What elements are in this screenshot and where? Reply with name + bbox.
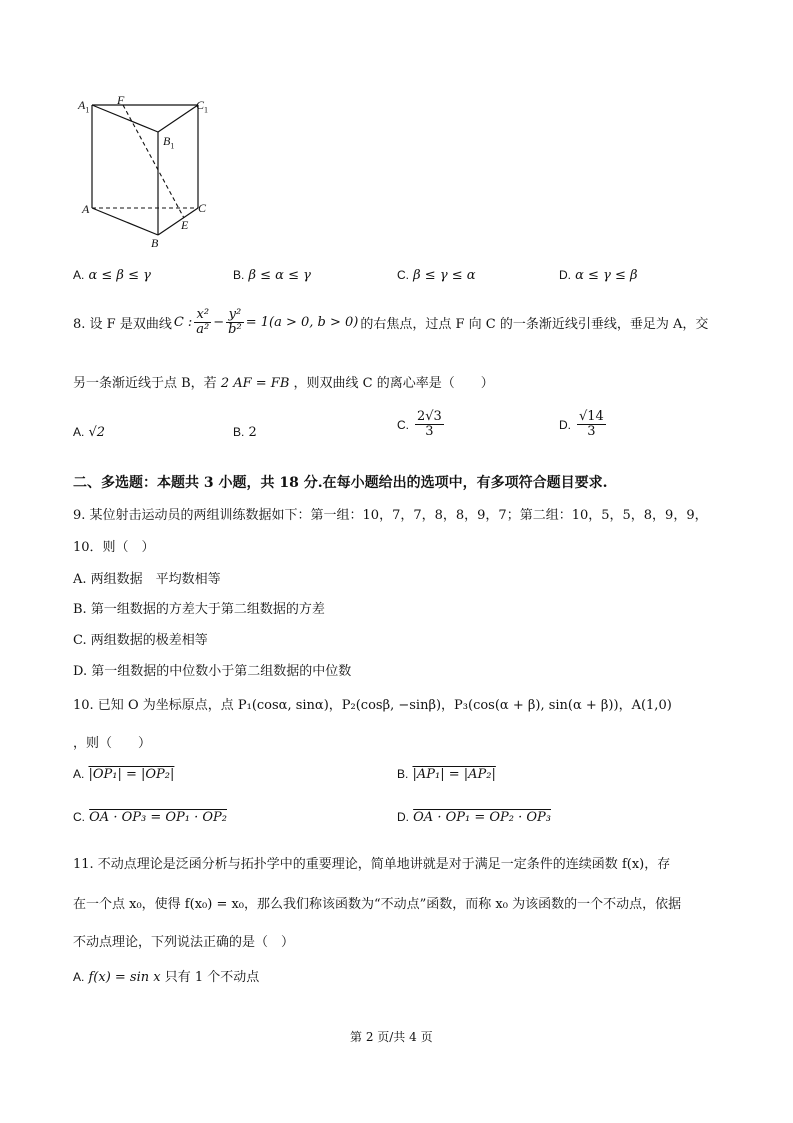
label-C1: $C_1$	[196, 98, 209, 115]
q11-line1: 11. 不动点理论是泛函分析与拓扑学中的重要理论，简单地讲就是对于满足一定条件的连续函数 f(x)，存	[73, 857, 671, 872]
label-E: E	[181, 218, 189, 232]
frac-x2-a2: $\frac{\text{x²}}{\text{a²}}$	[196, 307, 210, 338]
q7-option-d: D. α ≤ γ ≤ β	[559, 268, 638, 283]
q7-option-a: A. α ≤ β ≤ γ	[73, 268, 151, 283]
q8-line1: 8. 设 F 是双曲线 C : $\frac{\text{x²}}{\text{a²}}$ − $\frac{\text{y²}}{\text{b²}}$ = 1(a > 0, b > 0) 的右焦点，过点 F 向 C 的一条渐近线引垂线，垂足为 A，交	[73, 307, 709, 338]
label-F: F	[117, 93, 125, 107]
q10-option-a: A. |OP₁| = |OP₂|	[73, 767, 175, 782]
q8-option-a: A. √2	[73, 425, 106, 440]
q8-line2: 另一条渐近线于点 B，若 2 AF = FB ，则双曲线 C 的离心率是（ ）	[73, 376, 494, 391]
q9-line1: 9. 某位射击运动员的两组训练数据如下：第一组：10，7，7，8，8，9，7；第二组：10，5，5，8，9，9，	[73, 508, 708, 523]
label-B1: $B_1$	[163, 134, 175, 151]
label-A1: $A_1$	[78, 98, 90, 115]
q8-option-c: C. $\frac{2√3}{3}$	[397, 409, 442, 440]
q10-line1: 10. 已知 O 为坐标原点，点 P₁(cosα, sinα)，P₂(cosβ, −sinβ)，P₃(cos(α + β), sin(α + β))，A(1,0)	[73, 698, 672, 713]
q11-option-a: A. f(x) = sin x 只有 1 个不动点	[73, 970, 260, 985]
q10-line2: ，则（ ）	[73, 736, 152, 751]
q11-line3: 不动点理论，下列说法正确的是（ ）	[73, 935, 295, 950]
q9-option-c: C. 两组数据的极差相等	[73, 633, 208, 648]
q7-option-b: B. β ≤ α ≤ γ	[233, 268, 311, 283]
q10-option-c: C. OA · OP₃ = OP₁ · OP₂	[73, 810, 227, 825]
q10-option-d: D. OA · OP₁ = OP₂ · OP₃	[397, 810, 551, 825]
q10-option-b: B. |AP₁| = |AP₂|	[397, 767, 496, 782]
section-2-title: 二、多选题：本题共 3 小题，共 18 分.在每小题给出的选项中，有多项符合题目要求.	[73, 475, 608, 491]
q8-option-b: B. 2	[233, 425, 257, 440]
frac-y2-b2: $\frac{\text{y²}}{\text{b²}}$	[228, 307, 242, 338]
q9-line2: 10．则（ ）	[73, 540, 155, 555]
page-footer: 第 2 页/共 4 页	[350, 1030, 433, 1044]
q9-option-a: A. 两组数据 平均数相等	[73, 572, 221, 587]
q9-option-d: D. 第一组数据的中位数小于第二组数据的中位数	[73, 664, 352, 679]
label-B: B	[151, 236, 159, 250]
q8-option-d: D. $\frac{√14}{3}$	[559, 409, 604, 440]
q9-option-b: B. 第一组数据的方差大于第二组数据的方差	[73, 602, 325, 617]
label-C: C	[198, 201, 207, 215]
prism-figure	[70, 90, 220, 255]
label-A: A	[82, 202, 90, 216]
q11-line2: 在一个点 x₀，使得 f(x₀) = x₀，那么我们称该函数为“不动点”函数，而称 x₀ 为该函数的一个不动点，依据	[73, 897, 682, 912]
q7-option-c: C. β ≤ γ ≤ α	[397, 268, 476, 283]
